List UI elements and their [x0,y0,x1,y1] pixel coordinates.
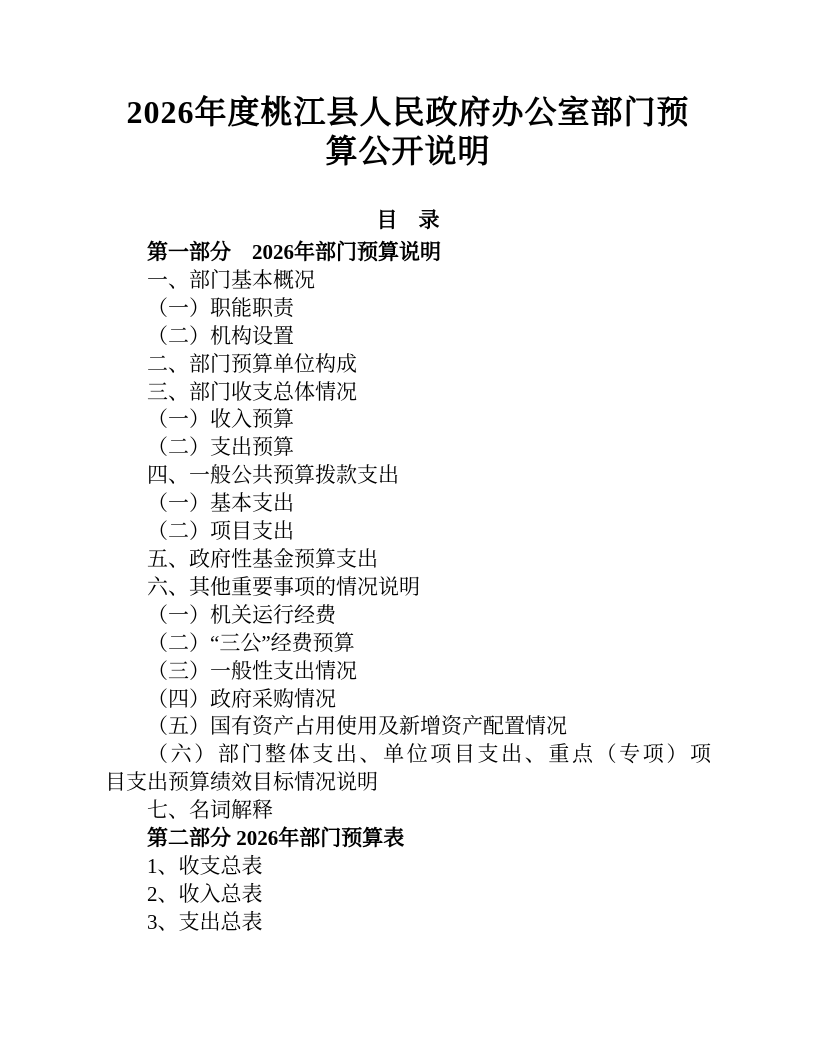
toc-item: 一、部门基本概况 [147,267,315,292]
document-title-line2: 算公开说明 [325,133,491,169]
toc-item: （四）政府采购情况 [147,686,336,711]
toc-part1-heading: 第一部分 2026年部门预算说明 [147,240,441,264]
toc-item: 七、名词解释 [147,798,273,823]
toc-item: （一）收入预算 [147,407,294,432]
toc-item: （一）职能职责 [147,295,294,320]
toc-item: 3、支出总表 [147,909,263,934]
toc-list [105,239,711,937]
document-title [105,93,711,171]
toc-item: 1、收支总表 [147,853,263,878]
document-title-line1: 2026年度桃江县人民政府办公室部门预 [126,94,690,130]
toc-item: （三）一般性支出情况 [147,658,357,683]
toc-item: （二）支出预算 [147,435,294,460]
toc-item: （二）“三公”经费预算 [147,630,355,655]
toc-item: 二、部门预算单位构成 [147,351,357,376]
toc-item: 六、其他重要事项的情况说明 [147,574,420,599]
toc-heading: 目 录 [376,208,440,232]
toc-item: 2、收入总表 [147,881,263,906]
toc-item: （五）国有资产占用使用及新增资产配置情况 [147,714,567,739]
toc-item: （二）项目支出 [147,519,294,544]
toc-item: （一）基本支出 [147,491,294,516]
toc-item: （一）机关运行经费 [147,602,336,627]
toc-item: （六）部门整体支出、单位项目支出、重点（专项）项 [147,742,711,767]
toc-item: 五、政府性基金预算支出 [147,546,378,571]
toc-item: 三、部门收支总体情况 [147,379,357,404]
toc-item-wrap-continuation: 目支出预算绩效目标情况说明 [105,770,378,795]
toc-item: （二）机构设置 [147,323,294,348]
toc-item: 四、一般公共预算拨款支出 [147,463,399,488]
toc-part2-heading: 第二部分 2026年部门预算表 [147,826,405,851]
